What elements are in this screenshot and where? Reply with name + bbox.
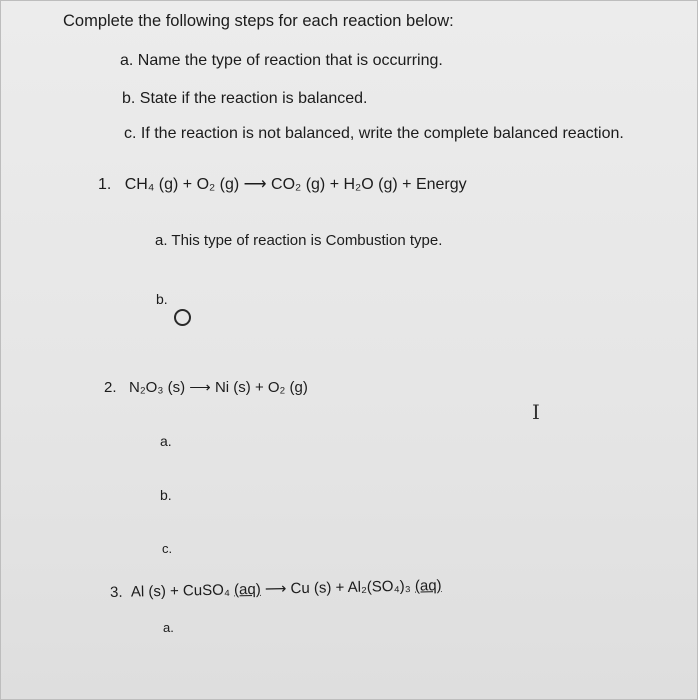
problem-1-answer-b-label: b. [156, 291, 168, 307]
problem-2-answer-a: a. [160, 433, 172, 449]
problem-3-number: 3. [109, 583, 123, 601]
problem-2-answer-b: b. [160, 487, 172, 503]
problem-2-answer-c: c. [162, 541, 173, 556]
instruction-step-a: a. Name the type of reaction that is occurring. [120, 52, 443, 69]
problem-3-equation-mid: ⟶ Cu (s) + Al₂(SO₄)₃ [260, 577, 416, 598]
instruction-step-c: c. If the reaction is not balanced, write the complete balanced reaction. [124, 125, 624, 142]
problem-1-equation [98, 174, 467, 194]
problem-3-aq-1: (aq) [233, 580, 261, 599]
text-cursor-icon: I [532, 400, 540, 424]
problem-2-equation-text: N₂O₃ (s) ⟶ Ni (s) + O₂ (g) [129, 379, 308, 396]
problem-2-number: 2. [104, 379, 117, 396]
problem-1-equation-text: CH₄ (g) + O₂ (g) ⟶ CO₂ (g) + H₂O (g) + Energy [124, 176, 467, 193]
problem-3-aq-2: (aq) [414, 577, 442, 595]
instruction-step-b: b. State if the reaction is balanced. [122, 90, 368, 107]
problem-3-equation-main: Al (s) + CuSO₄ [130, 581, 235, 601]
problem-1-number: 1. [98, 176, 112, 193]
problem-3-answer-a: a. [163, 620, 174, 635]
instructions-intro: Complete the following steps for each reaction below: [63, 12, 454, 30]
problem-1-answer-a: a. This type of reaction is Combustion type. [155, 232, 443, 249]
radio-circle-icon[interactable] [174, 309, 191, 326]
problem-2-equation [104, 378, 308, 396]
